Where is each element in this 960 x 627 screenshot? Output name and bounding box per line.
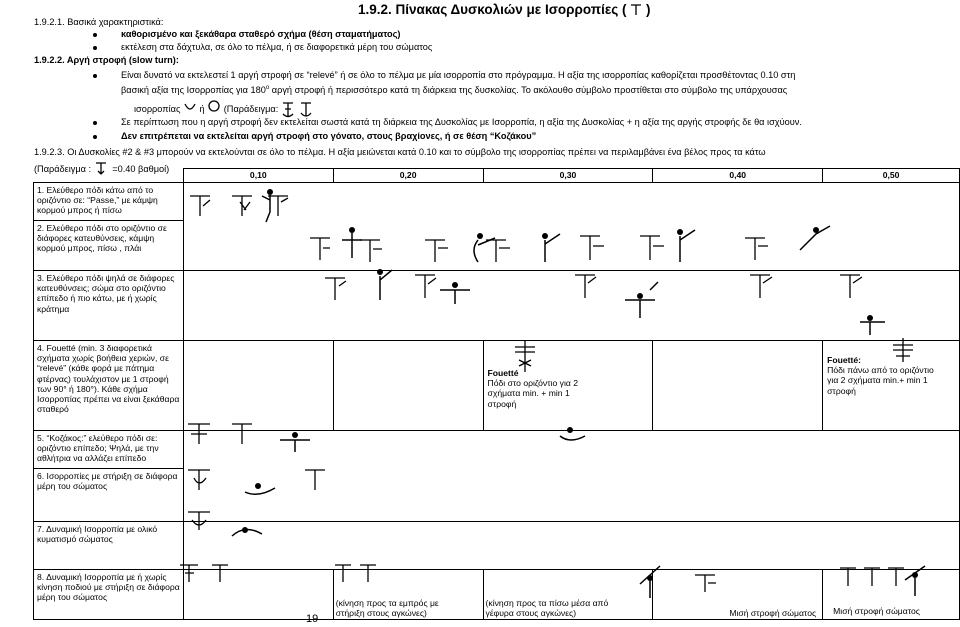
bullet-icon — [93, 46, 97, 50]
row-label: 8. Δυναμική Ισορροπία με ή χωρίς κίνηση ποδιού με στήριξη σε διάφορα μέρη του σώματος — [34, 570, 184, 620]
slow-turn-rule: Σε περίπτωση που η αργή στροφή δεν εκτελείται σωστά κατά τη διάρκεια της Δυσκολίας με Ισορροπία, η αξία της Δυσκολίας + η αξία της αργής στροφής δε θα ισχύουν. — [121, 117, 802, 127]
section-heading-1: 1.9.2.1. Βασικά χαρακτηριστικά: — [34, 17, 164, 27]
table-row — [34, 522, 960, 570]
row-label: 4. Fouetté (min. 3 διαφορετικά σχήματα χωρίς βοήθεια χεριών, σε “relevé” (κάθε φορά με πάτημα φτέρνας) τουλάχιστον με 1 στροφή των 90° ή 180°). Κάθε σχήμα Ισορροπίας πρέπει να είναι ξεκάθαρα σταθερό — [34, 341, 184, 431]
bullet-text: καθορισμένο και ξεκάθαρα σταθερό σχήμα (θέση σταματήματος) — [121, 29, 401, 39]
fouette-text: Πόδι στο οριζόντιο για 2 σχήματα min. + min 1 στροφή — [487, 378, 579, 409]
fouette-050-cell — [823, 341, 960, 431]
row8-040-cell: Μισή στροφή σώματος — [653, 570, 823, 620]
header-corner — [34, 169, 184, 183]
difficulty-table — [33, 168, 960, 620]
fouette-text: Πόδι πάνω από το οριζόντιο για 2 σχήματα min.+ min 1 στροφή — [827, 365, 934, 396]
column-header: 0,50 — [823, 169, 960, 183]
bullet-icon — [93, 121, 97, 125]
section-3-example: (Παράδειγμα : =0.40 βαθμοί) — [34, 161, 169, 175]
slow-turn-text: Είναι δυνατό να εκτελεστεί 1 αργή στροφή σε “relevé” ή σε όλο το πέλμα με μία ισορροπία στο πρόγραμμα. Η αξία της ισορροπίας καθορίζεται προσθέτοντας 0.10 στη — [121, 70, 796, 80]
table-row — [34, 431, 960, 469]
symbols-cell-1-2 — [183, 183, 959, 271]
symbols-cell-7 — [183, 522, 959, 570]
column-header: 0,40 — [653, 169, 823, 183]
symbols-cell — [183, 570, 333, 620]
slow-turn-symbols: ισορροπίας ή (Παράδειγμα: — [134, 100, 315, 118]
row-label: 1. Ελεύθερο πόδι κάτω από το οριζόντιο σε: “Passe,” με κάμψη κορμού μπρος ή πίσω — [34, 183, 184, 221]
symbols-cell-3 — [183, 271, 959, 341]
fouette-title: Fouetté: — [827, 355, 862, 365]
slow-turn-text-2: βασική αξία της Ισορροπίας για 180$^o$ αργή στροφή ή περισσότερο κατά τη διάρκεια της δυσκολίας. Το ακόλουθο σύμβολο προστίθεται στο σύμβολο της υπάρχουσας — [121, 85, 788, 96]
column-header: 0,20 — [333, 169, 483, 183]
symbols-cell-5-6 — [183, 431, 959, 522]
page-title: 1.9.2. Πίνακας Δυσκολιών με Ισορροπίες ( ) — [358, 2, 651, 17]
bullet-text: εκτέλεση στα δάχτυλα, σε όλο το πέλμα, ή σε διαφορετικά μέρη του σώματος — [121, 42, 433, 52]
balance-symbol-icon — [630, 3, 642, 15]
symbols-cell — [653, 341, 823, 431]
table-row — [34, 341, 960, 431]
row8-020-cell: (κίνηση προς τα εμπρός με στήριξη στους αγκώνες) — [333, 570, 483, 620]
row8-030-cell: (κίνηση προς τα πίσω μέσα από γέφυρα στους αγκώνες) — [483, 570, 653, 620]
bullet-icon — [93, 135, 97, 139]
row-label: 7. Δυναμική Ισορροπία με ολικό κυματισμό σώματος — [34, 522, 184, 570]
column-header: 0,10 — [183, 169, 333, 183]
table-row — [34, 271, 960, 341]
row-label: 2. Ελεύθερο πόδι στο οριζόντιο σε διάφορες κατευθύνσεις, κάμψη κορμού μπρος, πίσω , πλάι — [34, 221, 184, 271]
row8-050-cell: Μισή στροφή σώματος — [823, 570, 960, 620]
slow-turn-circle-icon — [207, 100, 221, 112]
column-header: 0,30 — [483, 169, 653, 183]
bullet-icon — [93, 33, 97, 37]
symbols-cell — [333, 341, 483, 431]
table-row — [34, 183, 960, 221]
table-header-row — [34, 169, 960, 183]
bullet-icon — [93, 74, 97, 78]
fouette-030-cell — [483, 341, 653, 431]
slow-turn-cup-icon — [183, 102, 197, 112]
row-label: 6. Ισορροπίες με στήριξη σε διάφορα μέρη του σώματος — [34, 469, 184, 522]
row-label: 5. “Κοζάκος:” ελεύθερο πόδι σε: οριζόντιο επίπεδο; Ψηλά, με την αθλήτρια να αλλάζει επίπεδο — [34, 431, 184, 469]
fouette-title: Fouetté — [487, 368, 519, 378]
slow-turn-prohibition: Δεν επιτρέπεται να εκτελείται αργή στροφή στο γόνατο, στους βραχίονες, ή σε θέση “Κοζάκου” — [121, 131, 537, 141]
row-label: 3. Ελεύθερο πόδι ψηλά σε διάφορες κατευθύνσεις; σώμα στο οριζόντιο επίπεδο ή πιο κάτω, με ή χωρίς κράτημα — [34, 271, 184, 341]
table-row — [34, 570, 960, 620]
section-heading-2: 1.9.2.2. Αργή στροφή (slow turn): — [34, 55, 179, 65]
page-number: 19 — [306, 613, 319, 625]
symbols-cell — [183, 341, 333, 431]
section-3-text: 1.9.2.3. Οι Δυσκολίες #2 & #3 μπορούν να εκτελούνται σε όλο το πέλμα. Η αξία μειώνεται κατά 0.10 και το σύμβολο της ισορροπίας πρέπει να περιλαμβάνει ένα βέλος προς τα κάτω — [34, 147, 766, 157]
slow-turn-example-icon — [281, 100, 315, 118]
